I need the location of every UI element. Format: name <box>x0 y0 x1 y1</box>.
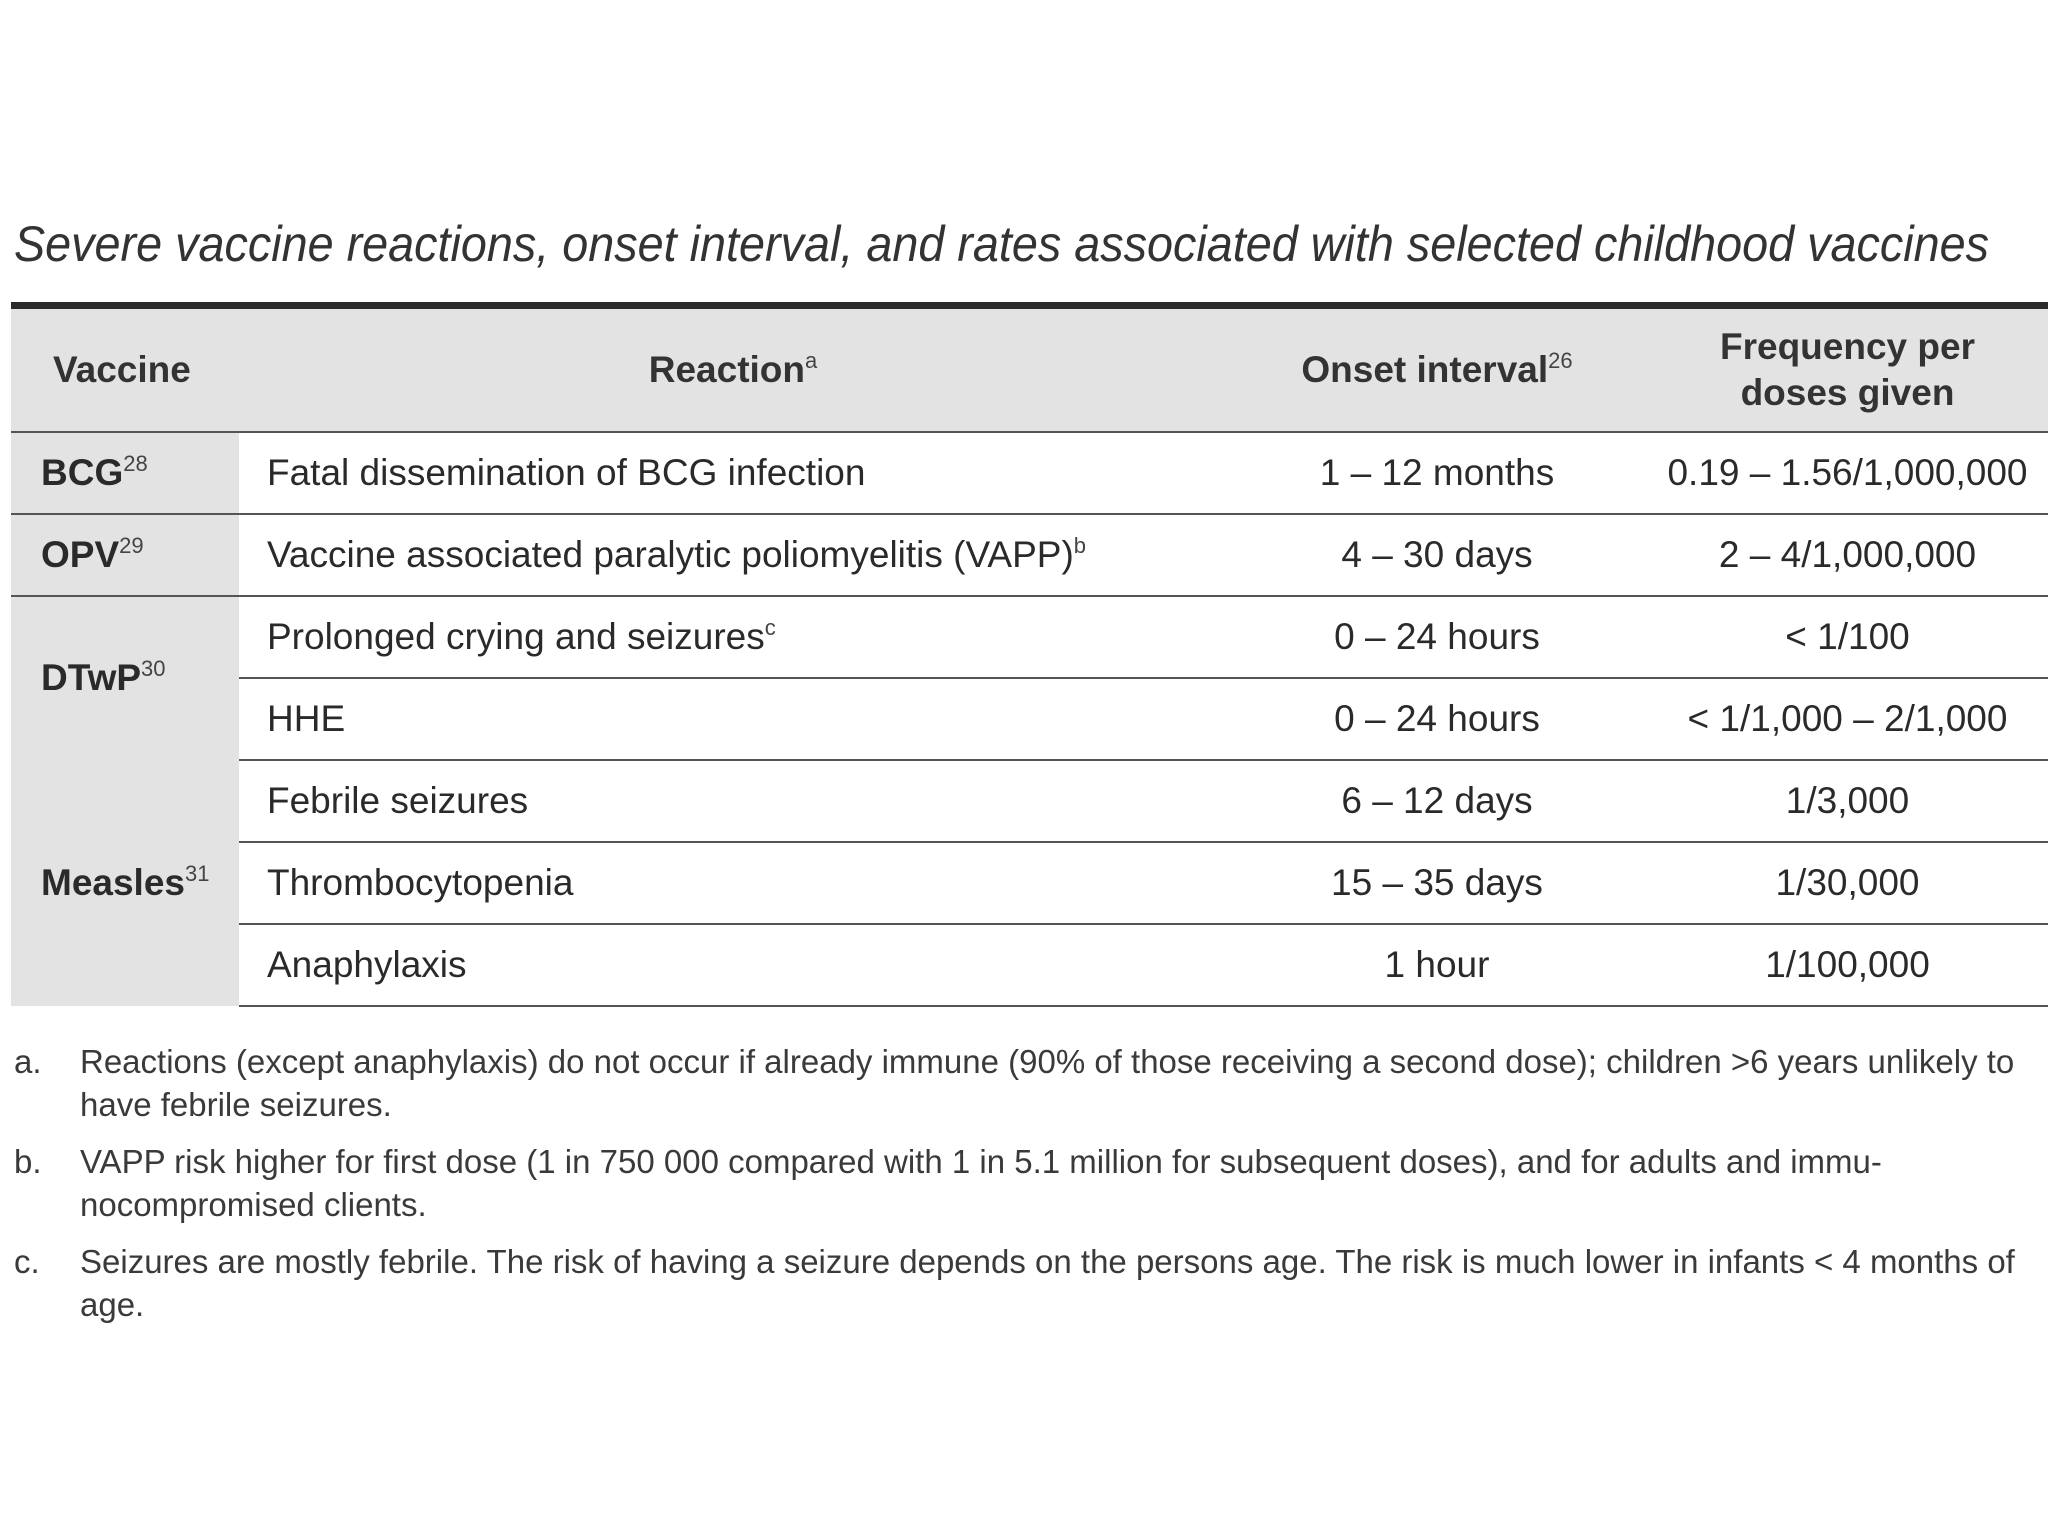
footnote <box>14 1040 2034 1126</box>
reaction-footnote-ref: c <box>764 614 776 640</box>
vaccine-citation: 29 <box>119 532 144 558</box>
header-frequency-line1: Frequency per <box>1720 325 1975 367</box>
table-caption: Severe vaccine reactions, onset interval, and rates associated with selected childhood vaccines <box>14 216 1989 272</box>
table-row <box>11 678 2048 760</box>
vaccine-name: OPV <box>41 533 120 575</box>
reaction-cell <box>239 760 1227 842</box>
reaction-text: Vaccine associated paralytic poliomyelitis (VAPP) <box>267 533 1074 575</box>
vaccine-cell <box>11 432 239 514</box>
footnote-mark: a. <box>14 1043 42 1080</box>
frequency-cell: 1/3,000 <box>1647 760 2048 842</box>
frequency-cell: 1/30,000 <box>1647 842 2048 924</box>
table-row <box>11 842 2048 924</box>
footnote-text: VAPP risk higher for first dose (1 in 750 000 compared with 1 in 5.1 million for subsequent doses), and for adults and immu-nocompromised clients. <box>80 1143 1882 1223</box>
header-vaccine <box>11 306 239 432</box>
header-vaccine-label: Vaccine <box>53 348 191 390</box>
vaccine-cell <box>11 760 239 1006</box>
footnote <box>14 1240 2034 1326</box>
frequency-cell: < 1/1,000 – 2/1,000 <box>1647 678 2048 760</box>
onset-cell: 0 – 24 hours <box>1227 596 1647 678</box>
footnote-text: Reactions (except anaphylaxis) do not occur if already immune (90% of those receiving a second dose); children >6 years unlikely to have febrile seizures. <box>80 1043 2015 1123</box>
vaccine-citation: 31 <box>185 860 210 886</box>
footnotes <box>14 1040 2034 1340</box>
onset-cell: 6 – 12 days <box>1227 760 1647 842</box>
reaction-text: Thrombocytopenia <box>267 861 574 903</box>
frequency-cell: < 1/100 <box>1647 596 2048 678</box>
header-frequency <box>1647 306 2048 432</box>
header-onset <box>1227 306 1647 432</box>
header-onset-label: Onset interval <box>1301 348 1549 390</box>
reaction-cell <box>239 678 1227 760</box>
table-row <box>11 514 2048 596</box>
onset-cell: 15 – 35 days <box>1227 842 1647 924</box>
header-reaction-label: Reaction <box>648 348 805 390</box>
footnote <box>14 1140 2034 1226</box>
table-body <box>11 432 2048 1006</box>
reaction-cell <box>239 432 1227 514</box>
table-row <box>11 432 2048 514</box>
footnote-mark: c. <box>14 1243 40 1280</box>
onset-cell: 1 – 12 months <box>1227 432 1647 514</box>
vaccine-cell <box>11 596 239 760</box>
reaction-text: Fatal dissemination of BCG infection <box>267 451 866 493</box>
header-frequency-line2: doses given <box>1740 371 1955 413</box>
footnote-text: Seizures are mostly febrile. The risk of having a seizure depends on the persons age. The risk is much lower in infants < 4 months of age. <box>80 1243 2015 1323</box>
vaccine-citation: 30 <box>141 656 166 681</box>
table-row <box>11 924 2048 1006</box>
onset-cell: 4 – 30 days <box>1227 514 1647 596</box>
reaction-text: Prolonged crying and seizures <box>267 615 765 657</box>
reaction-text: HHE <box>267 697 346 739</box>
onset-cell: 0 – 24 hours <box>1227 678 1647 760</box>
vaccine-name: Measles <box>41 861 185 903</box>
vaccine-citation: 28 <box>123 450 148 476</box>
vaccine-name: DTwP <box>41 657 142 698</box>
table-header <box>11 306 2048 432</box>
onset-cell: 1 hour <box>1227 924 1647 1006</box>
header-reaction-footnote-ref: a <box>805 347 818 373</box>
reaction-text: Anaphylaxis <box>267 943 467 985</box>
vaccine-cell <box>11 514 239 596</box>
reaction-footnote-ref: b <box>1073 532 1087 558</box>
reaction-cell <box>239 842 1227 924</box>
table-row <box>11 760 2048 842</box>
reaction-cell <box>239 596 1227 678</box>
table-row <box>11 596 2048 678</box>
vaccine-reactions-table-container <box>11 302 2048 1007</box>
footnote-mark: b. <box>14 1143 42 1180</box>
header-reaction <box>239 306 1227 432</box>
vaccine-reactions-table <box>11 302 2048 1007</box>
vaccine-name: BCG <box>41 451 124 493</box>
header-row <box>11 306 2048 432</box>
reaction-cell <box>239 924 1227 1006</box>
frequency-cell: 2 – 4/1,000,000 <box>1647 514 2048 596</box>
frequency-cell: 0.19 – 1.56/1,000,000 <box>1647 432 2048 514</box>
reaction-cell <box>239 514 1227 596</box>
frequency-cell: 1/100,000 <box>1647 924 2048 1006</box>
reaction-text: Febrile seizures <box>267 779 529 821</box>
header-onset-citation: 26 <box>1548 347 1573 373</box>
